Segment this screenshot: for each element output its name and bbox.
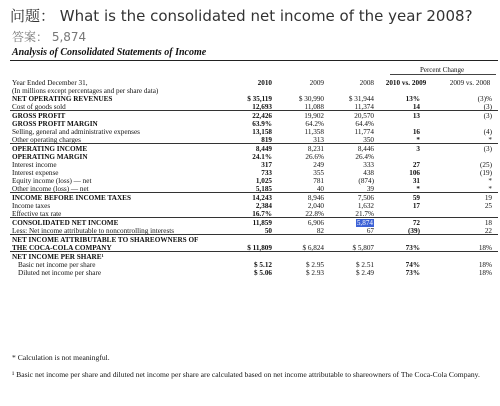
table-row [10, 227, 498, 235]
cell-pct-2010-vs-2009: 16 [412, 128, 420, 136]
header-units-row [10, 87, 498, 95]
cell-2009: 11,088 [304, 103, 324, 111]
percent-change-rule [390, 74, 496, 75]
cell-pct-2009-vs-2008: 18 [484, 219, 492, 227]
header-pct-2: 2009 vs. 2008 [449, 79, 491, 87]
cell-2008: $ 5,807 [352, 244, 374, 252]
cell-pct-2009-vs-2008: 18% [478, 261, 492, 269]
cell-pct-2009-vs-2008: 18% [478, 244, 492, 252]
table-row [10, 112, 498, 120]
cell-2008: 11,774 [354, 128, 374, 136]
table-row [10, 177, 498, 185]
cell-pct-2010-vs-2009: 74% [405, 261, 420, 269]
cell-2010: 16.7% [252, 210, 272, 218]
cell-pct-2009-vs-2008: (19) [480, 169, 492, 177]
cell-pct-2010-vs-2009: 14 [412, 103, 420, 111]
cell-2008: 333 [363, 161, 374, 169]
row-label: NET INCOME ATTRIBUTABLE TO SHAREOWNERS OF [12, 236, 199, 244]
cell-2009: $ 6,824 [302, 244, 324, 252]
cell-2009: 2,040 [307, 202, 324, 210]
cell-2009: $ 30,990 [298, 95, 324, 103]
row-label: OPERATING MARGIN [12, 153, 88, 161]
row-label: OPERATING INCOME [12, 145, 88, 153]
cell-2009: 313 [313, 136, 324, 144]
row-label: Selling, general and administrative expenses [12, 128, 140, 136]
cell-2009: 6,906 [307, 219, 324, 227]
cell-pct-2010-vs-2009: 106 [409, 169, 420, 177]
cell-2010: 1,025 [255, 177, 272, 185]
footnote-calculation: * Calculation is not meaningful. [12, 353, 110, 362]
cell-2010: 12,693 [252, 103, 272, 111]
row-label: Effective tax rate [12, 210, 62, 218]
cell-2010: 5,185 [255, 185, 272, 193]
cell-pct-2009-vs-2008: * [488, 185, 492, 193]
table-row [10, 128, 498, 136]
table-row [10, 145, 498, 153]
question-text: 问题： What is the consolidated net income of the year 2008? [10, 7, 473, 25]
cell-2010: 14,243 [252, 194, 272, 202]
table-row [10, 244, 498, 252]
cell-2010: 63.9% [252, 120, 272, 128]
cell-pct-2010-vs-2009: 3 [416, 145, 420, 153]
table-row [10, 253, 498, 261]
document-title: Analysis of Consolidated Statements of Income [12, 47, 207, 58]
cell-pct-2009-vs-2008: * [488, 177, 492, 185]
cell-pct-2009-vs-2008: 22 [484, 227, 492, 235]
row-label: Basic net income per share [18, 261, 96, 269]
cell-2010: 819 [261, 136, 272, 144]
cell-pct-2010-vs-2009: 72 [412, 219, 420, 227]
table-row [10, 202, 498, 210]
row-label: Equity income (loss) — net [12, 177, 92, 185]
row-label: THE COCA-COLA COMPANY [12, 244, 112, 252]
cell-2008: 39 [366, 185, 374, 193]
table-row [10, 194, 498, 202]
cell-pct-2009-vs-2008: (3) [483, 103, 492, 111]
cell-2009: 40 [316, 185, 324, 193]
cell-2008: 21.7% [355, 210, 374, 218]
table-row [10, 185, 498, 193]
cell-2009: 249 [313, 161, 324, 169]
cell-2008: 438 [363, 169, 374, 177]
row-label: Other operating charges [12, 136, 81, 144]
cell-pct-2010-vs-2009: 73% [405, 244, 420, 252]
cell-2008: 26.4% [355, 153, 374, 161]
cell-2010: 8,449 [255, 145, 272, 153]
cell-pct-2009-vs-2008: 18% [478, 269, 492, 277]
row-label: Income taxes [12, 202, 51, 210]
header-2008: 2008 [359, 79, 374, 87]
cell-2009: 19,902 [304, 112, 324, 120]
row-label: Interest expense [12, 169, 59, 177]
cell-2009: 11,358 [304, 128, 324, 136]
cell-2010: 11,859 [252, 219, 272, 227]
cell-2008: 11,374 [354, 103, 374, 111]
cell-pct-2010-vs-2009: 59 [412, 194, 420, 202]
table-row [10, 103, 498, 111]
cell-pct-2010-vs-2009: 31 [412, 177, 420, 185]
cell-2009: 8,946 [307, 194, 324, 202]
cell-2009: 355 [313, 169, 324, 177]
cell-pct-2009-vs-2008: 25 [484, 202, 492, 210]
cell-2009: 781 [313, 177, 324, 185]
cell-2008: 350 [363, 136, 374, 144]
cell-pct-2009-vs-2008: (3) [483, 112, 492, 120]
row-label: CONSOLIDATED NET INCOME [12, 219, 119, 227]
row-label: Less: Net income attributable to noncontrolling interests [12, 227, 175, 235]
cell-pct-2010-vs-2009: * [416, 136, 420, 144]
cell-2009: 8,231 [307, 145, 324, 153]
cell-2010: 50 [264, 227, 272, 235]
cell-2009: $ 2.95 [306, 261, 324, 269]
table-row [10, 269, 498, 277]
cell-2010: 733 [261, 169, 272, 177]
header-row [10, 79, 498, 87]
cell-2008: 67 [366, 227, 374, 235]
cell-2010: $ 5.06 [254, 269, 272, 277]
cell-2010: 317 [261, 161, 272, 169]
row-label: NET OPERATING REVENUES [12, 95, 113, 103]
cell-pct-2010-vs-2009: 17 [412, 202, 420, 210]
table-top-rule [10, 60, 498, 61]
cell-pct-2010-vs-2009: 13 [412, 112, 420, 120]
cell-2009: 82 [316, 227, 324, 235]
header-pct-1: 2010 vs. 2009 [385, 79, 427, 87]
row-label: Cost of goods sold [12, 103, 66, 111]
cell-pct-2009-vs-2008: (4) [483, 128, 492, 136]
cell-pct-2010-vs-2009: 13% [405, 95, 420, 103]
cell-2010: $ 35,119 [247, 95, 272, 103]
footnote-per-share: ¹ Basic net income per share and diluted net income per share are calculated based on net income attributable to shareowners of The Coca-Cola Company. [12, 370, 480, 379]
cell-pct-2009-vs-2008: (25) [480, 161, 492, 169]
cell-2008: 20,570 [354, 112, 374, 120]
row-label: NET INCOME PER SHARE¹ [12, 253, 104, 261]
cell-2008: $ 2.51 [356, 261, 374, 269]
cell-2010: 22,426 [252, 112, 272, 120]
cell-2008: $ 2.49 [356, 269, 374, 277]
row-label: Other income (loss) — net [12, 185, 89, 193]
row-label: Interest income [12, 161, 57, 169]
cell-2009: 64.2% [305, 120, 324, 128]
cell-2009: 26.6% [305, 153, 324, 161]
cell-pct-2009-vs-2008: (3) [483, 145, 492, 153]
cell-pct-2009-vs-2008: (3)% [477, 95, 492, 103]
table-row [10, 95, 498, 103]
cell-2008: 1,632 [357, 202, 374, 210]
cell-2008: 8,446 [357, 145, 374, 153]
cell-2008 [332, 219, 374, 227]
row-label: GROSS PROFIT [12, 112, 66, 120]
table-row [10, 219, 498, 227]
answer-text: 答案： 5,874 [12, 30, 87, 44]
cell-2009: $ 2.93 [306, 269, 324, 277]
cell-2010: 13,158 [252, 128, 272, 136]
cell-2008: $ 31,944 [348, 95, 374, 103]
cell-pct-2009-vs-2008: 19 [484, 194, 492, 202]
table-row [10, 210, 498, 218]
table-row [10, 161, 498, 169]
header-2010: 2010 [257, 79, 272, 87]
cell-pct-2010-vs-2009: * [416, 185, 420, 193]
cell-2008: (874) [358, 177, 374, 185]
table-row [10, 120, 498, 128]
table-row [10, 136, 498, 144]
cell-2009: 22.8% [305, 210, 324, 218]
cell-pct-2010-vs-2009: 27 [412, 161, 420, 169]
cell-2008: 7,506 [357, 194, 374, 202]
header-units-label: (In millions except percentages and per share data) [12, 87, 159, 95]
cell-2010: $ 11,809 [247, 244, 272, 252]
highlighted-value: 5,874 [356, 219, 373, 227]
cell-pct-2009-vs-2008: * [488, 136, 492, 144]
header-year-label: Year Ended December 31, [12, 79, 88, 87]
cell-pct-2010-vs-2009: (39) [408, 227, 420, 235]
table-row [10, 236, 498, 244]
cell-2008: 64.4% [355, 120, 374, 128]
row-label: GROSS PROFIT MARGIN [12, 120, 98, 128]
percent-change-heading: Percent Change [419, 66, 465, 74]
cell-pct-2010-vs-2009: 73% [405, 269, 420, 277]
table-row [10, 169, 498, 177]
cell-2010: 24.1% [252, 153, 272, 161]
row-label: INCOME BEFORE INCOME TAXES [12, 194, 131, 202]
table-row [10, 261, 498, 269]
row-label: Diluted net income per share [18, 269, 102, 277]
cell-2010: $ 5.12 [254, 261, 272, 269]
table-row [10, 153, 498, 161]
cell-2010: 2,384 [255, 202, 272, 210]
header-2009: 2009 [309, 79, 324, 87]
